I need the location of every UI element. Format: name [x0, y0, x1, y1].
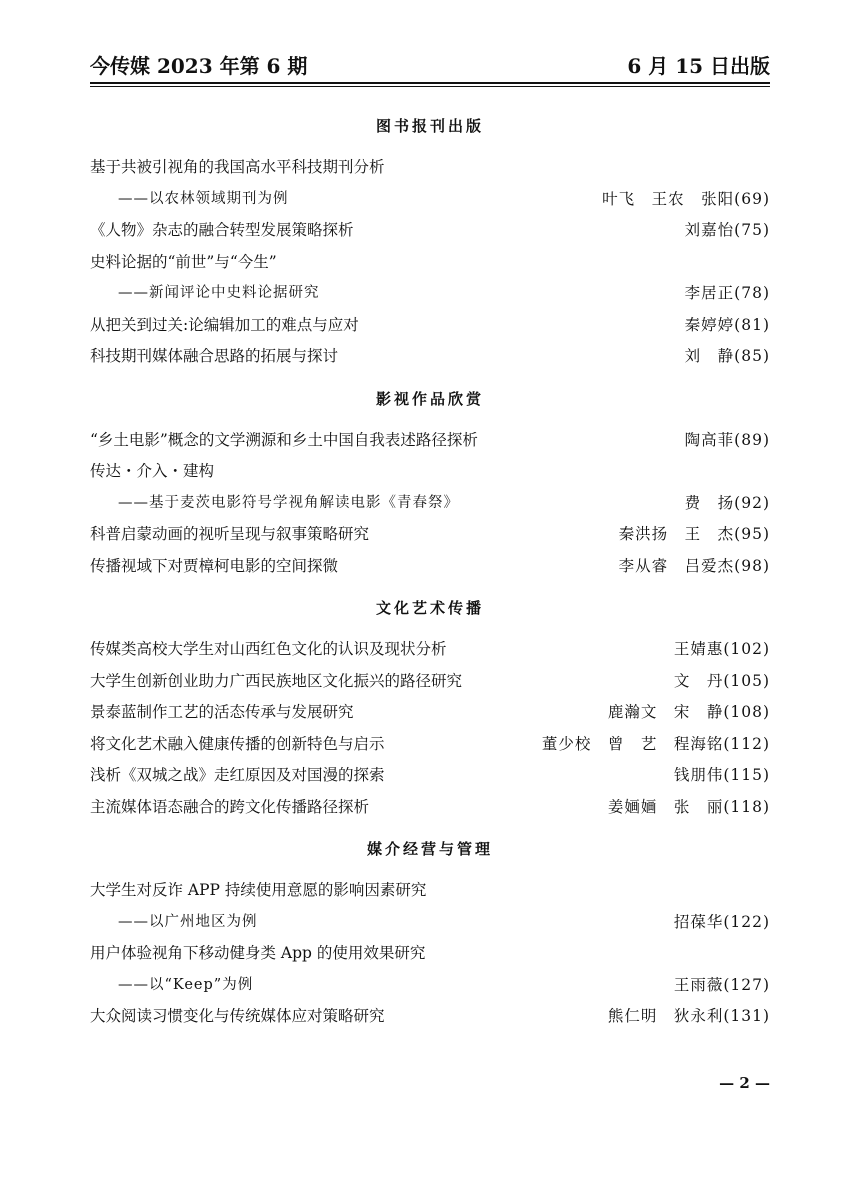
toc-entry-row — [90, 456, 770, 488]
page-number: — 2 — — [719, 1074, 770, 1092]
article-title: “乡土电影”概念的文学溯源和乡土中国自我表述路径探析 — [90, 430, 478, 449]
toc-entry-row — [90, 875, 770, 907]
toc-entry — [90, 247, 770, 310]
header-rule — [90, 82, 770, 84]
toc-entry-subrow — [90, 184, 770, 216]
toc-entry-row — [90, 697, 770, 729]
toc-entry-row — [90, 792, 770, 824]
toc-entry — [90, 729, 770, 761]
toc-entry-row — [90, 551, 770, 583]
article-authors-page: 王婧惠(102) — [673, 640, 770, 658]
section-title: 图书报刊出版 — [375, 117, 484, 135]
article-authors-page: 费 扬(92) — [684, 493, 770, 512]
article-authors-page: 李居正(78) — [684, 284, 770, 302]
article-authors-page: 刘 静(85) — [684, 347, 770, 365]
toc-entry-row — [90, 152, 770, 184]
section-title: 影视作品欣赏 — [375, 389, 484, 408]
article-subtitle: ——新闻评论中史料论据研究 — [118, 285, 320, 301]
article-title: 主流媒体语态融合的跨文化传播路径探析 — [90, 797, 370, 816]
section-title: 文化艺术传播 — [375, 599, 484, 617]
article-authors-page: 叶飞 王农 张阳(69) — [602, 189, 770, 208]
header-rule-thin — [90, 86, 770, 87]
article-authors-page: 陶高菲(89) — [684, 430, 770, 449]
toc-entry — [90, 697, 770, 729]
article-subtitle: ——以广州地区为例 — [118, 913, 258, 930]
toc-entry — [90, 519, 770, 551]
section-title: 媒介经营与管理 — [366, 840, 493, 858]
table-of-contents — [90, 100, 770, 1033]
toc-entry-row — [90, 341, 770, 373]
article-subtitle: ——以农林领域期刊为例 — [118, 190, 289, 207]
article-title: 用户体验视角下移动健身类 App 的使用效果研究 — [90, 944, 426, 962]
article-title: 大学生创新创业助力广西民族地区文化振兴的路径研究 — [90, 671, 463, 690]
article-title: 基于共被引视角的我国高水平科技期刊分析 — [90, 158, 385, 176]
toc-entry — [90, 215, 770, 247]
article-title: 浅析《双城之战》走红原因及对国漫的探索 — [90, 766, 385, 784]
article-title: 将文化艺术融入健康传播的创新特色与启示 — [90, 734, 385, 753]
journal-issue: 今传媒 2023 年第 6 期 — [90, 54, 308, 78]
toc-entry-row — [90, 666, 770, 698]
toc-entry-row — [90, 634, 770, 666]
toc-entry-row — [90, 729, 770, 761]
toc-entry-subrow — [90, 278, 770, 310]
toc-entry — [90, 666, 770, 698]
article-authors-page: 刘嘉怡(75) — [684, 221, 770, 239]
article-title: 传媒类高校大学生对山西红色文化的认识及现状分析 — [90, 640, 447, 658]
toc-entry — [90, 425, 770, 457]
toc-entry — [90, 875, 770, 938]
toc-entry — [90, 310, 770, 342]
article-authors-page: 秦洪扬 王 杰(95) — [618, 525, 770, 543]
article-authors-page: 姜婳婳 张 丽(118) — [607, 797, 770, 816]
article-authors-page: 董少校 曾 艺 程海铭(112) — [541, 734, 770, 753]
toc-entry — [90, 760, 770, 792]
toc-entry-row — [90, 938, 770, 970]
toc-entry — [90, 1001, 770, 1033]
article-title: 大学生对反诈 APP 持续使用意愿的影响因素研究 — [90, 881, 427, 899]
toc-entry-subrow — [90, 488, 770, 520]
toc-entry — [90, 152, 770, 215]
article-authors-page: 王雨薇(127) — [673, 975, 770, 994]
toc-entry-subrow — [90, 970, 770, 1002]
article-title: 传播视域下对贾樟柯电影的空间探微 — [90, 556, 339, 575]
article-title: 《人物》杂志的融合转型发展策略探析 — [90, 221, 354, 239]
article-authors-page: 李从睿 吕爱杰(98) — [618, 556, 770, 575]
toc-entry-row — [90, 1001, 770, 1033]
toc-entry — [90, 456, 770, 519]
journal-header — [90, 50, 770, 79]
toc-entry — [90, 938, 770, 1001]
article-title: 科技期刊媒体融合思路的拓展与探讨 — [90, 347, 339, 365]
article-title: 从把关到过关:论编辑加工的难点与应对 — [90, 315, 359, 334]
article-authors-page: 熊仁明 狄永利(131) — [607, 1007, 770, 1025]
toc-entry — [90, 551, 770, 583]
toc-entry-subrow — [90, 907, 770, 939]
article-subtitle: ——基于麦茨电影符号学视角解读电影《青春祭》 — [118, 494, 459, 511]
publish-date: 6 月 15 日出版 — [627, 54, 770, 78]
article-title: 景泰蓝制作工艺的活态传承与发展研究 — [90, 703, 354, 721]
article-authors-page: 钱朋伟(115) — [673, 766, 770, 784]
article-authors-page: 鹿瀚文 宋 静(108) — [607, 703, 770, 721]
toc-entry-row — [90, 519, 770, 551]
toc-entry — [90, 341, 770, 373]
article-title: 史料论据的“前世”与“今生” — [90, 252, 277, 271]
article-title: 大众阅读习惯变化与传统媒体应对策略研究 — [90, 1007, 385, 1025]
toc-entry-row — [90, 425, 770, 457]
article-authors-page: 文 丹(105) — [673, 671, 770, 690]
toc-entry — [90, 792, 770, 824]
toc-entry-row — [90, 215, 770, 247]
article-authors-page: 秦婷婷(81) — [684, 315, 770, 334]
article-authors-page: 招葆华(122) — [673, 912, 770, 931]
toc-entry-row — [90, 310, 770, 342]
toc-entry — [90, 634, 770, 666]
article-title: 科普启蒙动画的视听呈现与叙事策略研究 — [90, 525, 370, 543]
article-title: 传达・介入・建构 — [90, 462, 215, 480]
article-subtitle: ——以“Keep”为例 — [118, 976, 254, 993]
toc-entry-row — [90, 760, 770, 792]
toc-entry-row — [90, 247, 770, 279]
